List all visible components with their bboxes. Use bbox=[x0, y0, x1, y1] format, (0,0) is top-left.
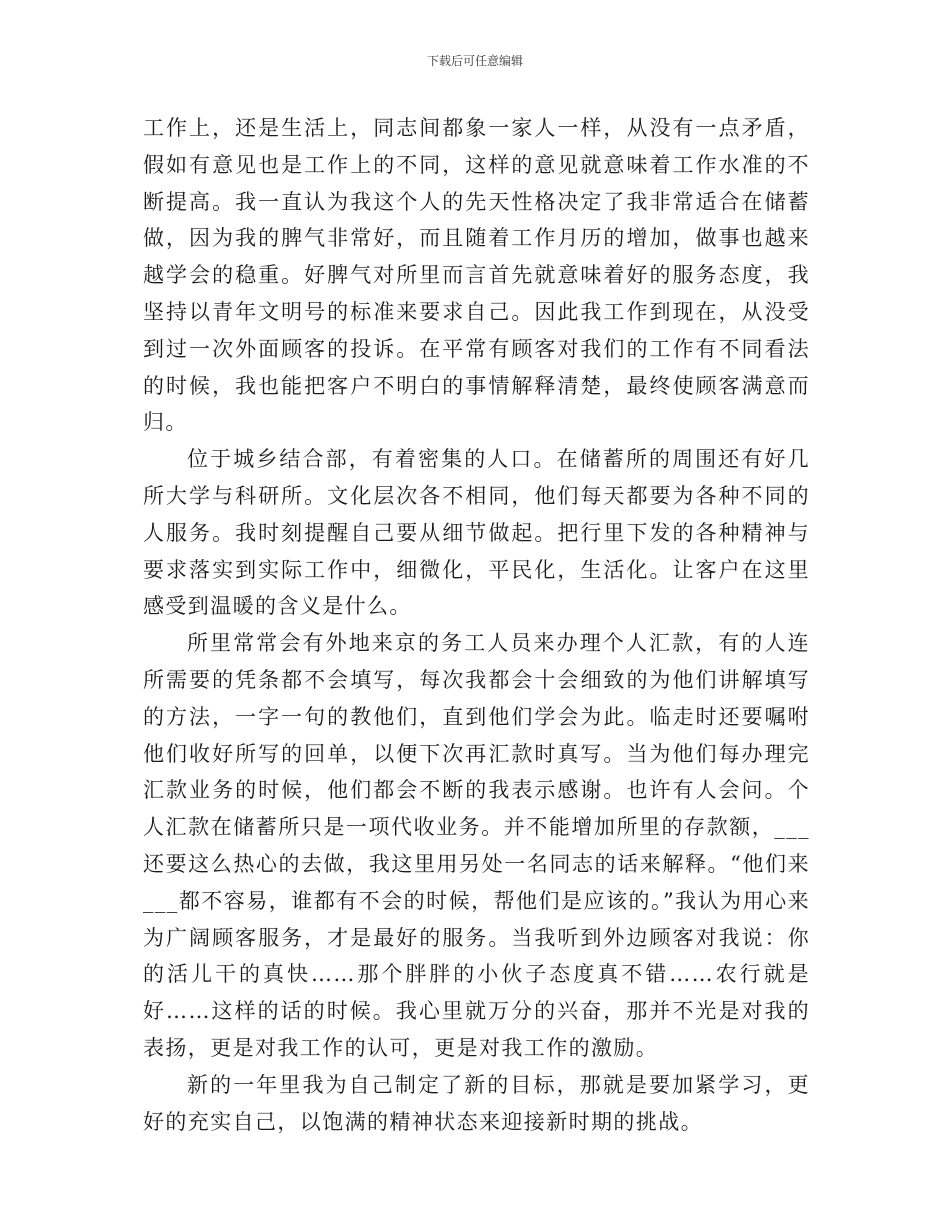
paragraph-4: 新的一年里我为自己制定了新的目标，那就是要加紧学习，更好的充实自己，以饱满的精神状态来迎接新时期的挑战。 bbox=[143, 1072, 810, 1134]
paragraph-3: 所里常常会有外地来京的务工人员来办理个人汇款，有的人连所需要的凭条都不会填写，每次我都会十会细致的为他们讲解填写的方法，一字一句的教他们，直到他们学会为此。临走时还要嘱咐他们收好所写的回单，以便下次再汇款时真写。当为他们每办理完汇款业务的时候，他们都会不断的我表示感谢。也许有人会问。个人汇款在储蓄所只是一项代收业务。并不能增加所里的存款额，___还要这么热心的去做，我这里用另处一名同志的话来解释。“他们来___都不容易，谁都有不会的时候，帮他们是应该的。”我认为用心来为广阔顾客服务，才是最好的服务。当我听到外边顾客对我说：你的活儿干的真快……那个胖胖的小伙子态度真不错……农行就是好……这样的话的时候。我心里就万分的兴奋，那并不光是对我的表扬，更是对我工作的认可，更是对我工作的激励。 bbox=[143, 631, 810, 1060]
paragraph-2: 位于城乡结合部，有着密集的人口。在储蓄所的周围还有好几所大学与科研所。文化层次各不相同，他们每天都要为各种不同的人服务。我时刻提醒自己要从细节做起。把行里下发的各种精神与要求落实到实际工作中，细微化，平民化，生活化。让客户在这里感受到温暖的含义是什么。 bbox=[143, 447, 810, 619]
page-header: 下载后可任意编辑 bbox=[426, 54, 523, 68]
document-body bbox=[143, 110, 810, 1140]
paragraph-1: 工作上，还是生活上，同志间都象一家人一样，从没有一点矛盾，假如有意见也是工作上的不同，这样的意见就意味着工作水准的不断提高。我一直认为我这个人的先天性格决定了我非常适合在储蓄做，因为我的脾气非常好，而且随着工作月历的增加，做事也越来越学会的稳重。好脾气对所里而言首先就意味着好的服务态度，我坚持以青年文明号的标准来要求自己。因此我工作到现在，从没受到过一次外面顾客的投诉。在平常有顾客对我们的工作有不同看法的时候，我也能把客户不明白的事情解释清楚，最终使顾客满意而归。 bbox=[143, 116, 810, 435]
